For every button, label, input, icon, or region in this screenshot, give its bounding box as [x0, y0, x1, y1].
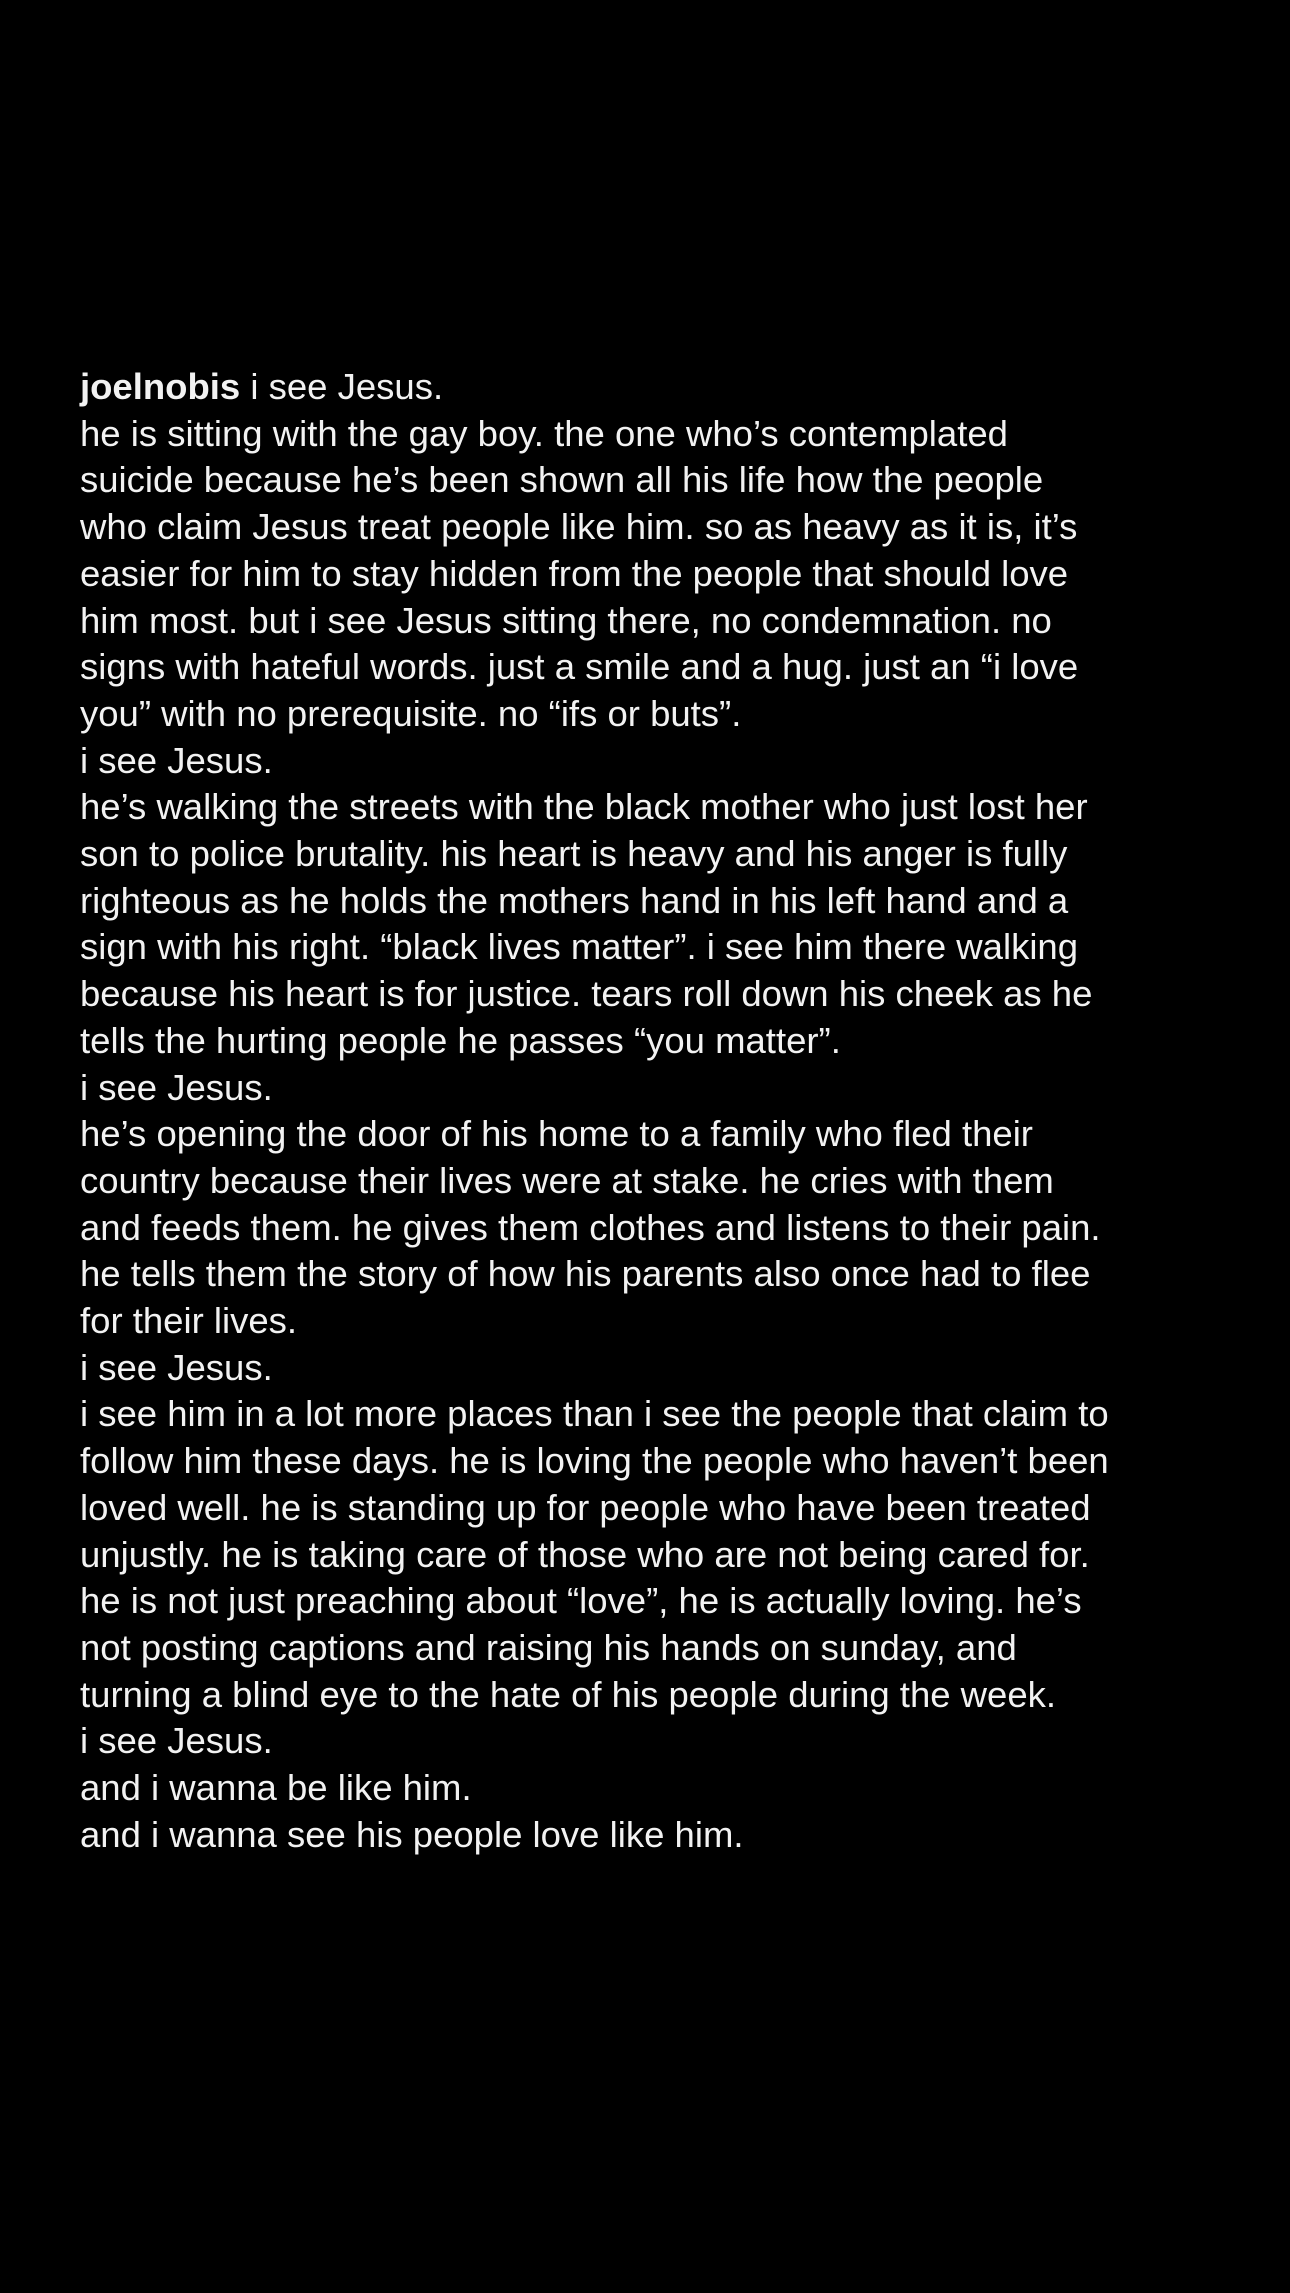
caption-line: i see Jesus.: [80, 739, 273, 781]
caption-first-line: [80, 364, 1270, 411]
caption-line: i see Jesus.: [80, 1066, 273, 1108]
caption-line: tells the hurting people he passes “you matter”.: [80, 1019, 841, 1061]
caption-line: sign with his right. “black lives matter”. i see him there walking: [80, 926, 1079, 968]
caption-line: country because their lives were at stake. he cries with them: [80, 1159, 1054, 1201]
caption-line: son to police brutality. his heart is heavy and his anger is fully: [80, 833, 1068, 875]
caption-line: him most. but i see Jesus sitting there, no condemnation. no: [80, 599, 1052, 641]
caption-body: [80, 411, 1270, 1859]
caption-line: i see Jesus.: [80, 1346, 273, 1388]
caption-line: i see Jesus.: [80, 1720, 273, 1762]
caption-line: he’s walking the streets with the black mother who just lost her: [80, 786, 1088, 828]
username-link[interactable]: joelnobis: [80, 366, 241, 407]
post-caption: [80, 364, 1270, 1859]
caption-line: suicide because he’s been shown all his life how the people: [80, 459, 1044, 501]
caption-opening-text: i see Jesus.: [240, 366, 444, 407]
caption-line: and i wanna see his people love like him.: [80, 1813, 744, 1855]
caption-line: he is sitting with the gay boy. the one who’s contemplated: [80, 412, 1008, 454]
caption-line: and feeds them. he gives them clothes and listens to their pain.: [80, 1206, 1101, 1248]
caption-line: signs with hateful words. just a smile and a hug. just an “i love: [80, 646, 1079, 688]
caption-line: unjustly. he is taking care of those who are not being cared for.: [80, 1533, 1090, 1575]
caption-line: he is not just preaching about “love”, he is actually loving. he’s: [80, 1580, 1082, 1622]
caption-line: who claim Jesus treat people like him. so as heavy as it is, it’s: [80, 506, 1078, 548]
caption-line: you” with no prerequisite. no “ifs or buts”.: [80, 692, 742, 734]
caption-line: he tells them the story of how his parents also once had to flee: [80, 1253, 1091, 1295]
caption-line: because his heart is for justice. tears roll down his cheek as he: [80, 973, 1093, 1015]
caption-line: turning a blind eye to the hate of his people during the week.: [80, 1673, 1057, 1715]
caption-line: and i wanna be like him.: [80, 1767, 472, 1809]
caption-line: i see him in a lot more places than i see the people that claim to: [80, 1393, 1109, 1435]
caption-line: he’s opening the door of his home to a family who fled their: [80, 1113, 1033, 1155]
caption-line: easier for him to stay hidden from the people that should love: [80, 552, 1069, 594]
caption-line: loved well. he is standing up for people who have been treated: [80, 1486, 1091, 1528]
caption-line: for their lives.: [80, 1300, 298, 1342]
caption-line: follow him these days. he is loving the people who haven’t been: [80, 1440, 1109, 1482]
caption-line: righteous as he holds the mothers hand in his left hand and a: [80, 879, 1069, 921]
caption-line: not posting captions and raising his hands on sunday, and: [80, 1626, 1017, 1668]
